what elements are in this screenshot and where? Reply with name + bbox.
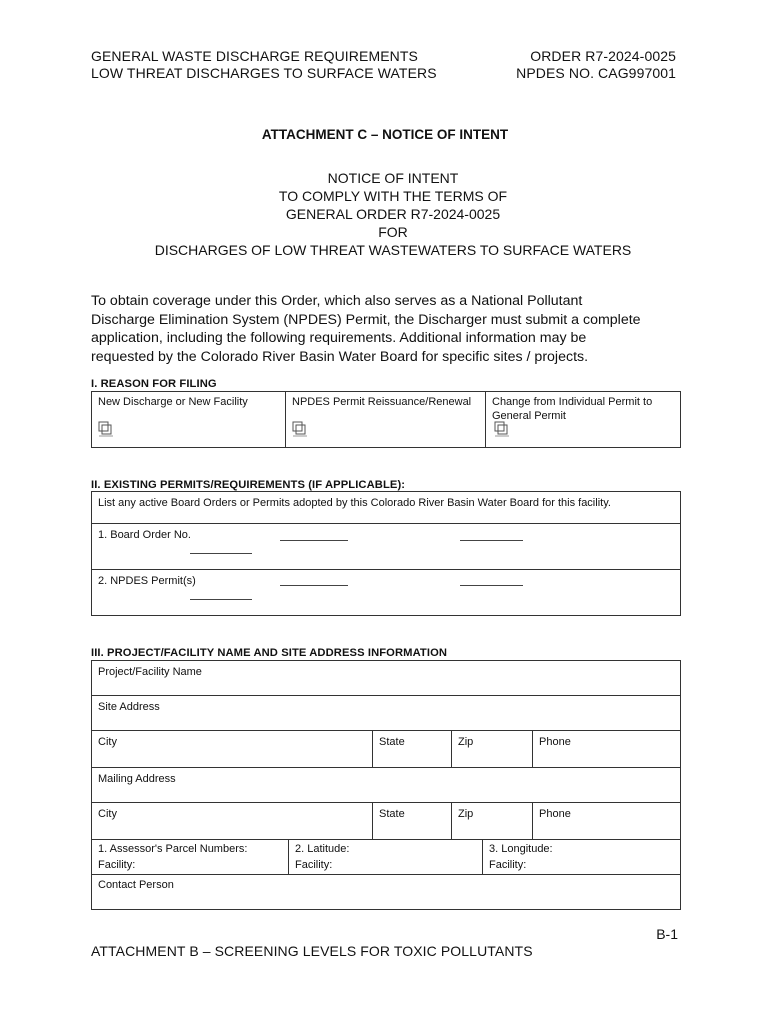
board-order-field-2[interactable]: [460, 540, 523, 541]
site-address-label: Site Address: [98, 701, 160, 713]
intro-line: To obtain coverage under this Order, which also serves as a National Pollutant: [91, 293, 583, 309]
latitude-label: 2. Latitude:: [295, 843, 350, 855]
section3-heading: III. PROJECT/FACILITY NAME AND SITE ADDRESS INFORMATION: [91, 647, 448, 659]
header-right: [516, 48, 676, 82]
intro-line: application, including the following requirements. Additional information may be: [91, 330, 587, 346]
npdes-permit-field-2[interactable]: [460, 585, 523, 586]
parcel-facility-label: Facility:: [98, 859, 136, 871]
parcel-label: 1. Assessor's Parcel Numbers:: [98, 843, 248, 855]
section2-heading: II. EXISTING PERMITS/REQUIREMENTS (IF APPLICABLE):: [91, 479, 406, 491]
option-new-discharge-label: New Discharge or New Facility: [98, 396, 248, 408]
notice-line: DISCHARGES OF LOW THREAT WASTEWATERS TO SURFACE WATERS: [154, 242, 632, 258]
mailing-state-label: State: [379, 808, 405, 820]
npdes-permit-label: 2. NPDES Permit(s): [98, 575, 196, 587]
header-left-line2: LOW THREAT DISCHARGES TO SURFACE WATERS: [91, 65, 437, 81]
next-attachment-title: ATTACHMENT B – SCREENING LEVELS FOR TOXIC POLLUTANTS: [91, 943, 533, 959]
mailing-phone-label: Phone: [539, 808, 571, 820]
checkbox-icon[interactable]: [494, 421, 510, 437]
checkbox-icon[interactable]: [292, 421, 308, 437]
contact-person-label: Contact Person: [98, 879, 174, 891]
permits-instruction: List any active Board Orders or Permits adopted by this Colorado River Basin Water Board for this facility.: [98, 497, 611, 509]
header-right-line1: ORDER R7-2024-0025: [530, 48, 676, 64]
city-label: City: [98, 736, 117, 748]
intro-line: requested by the Colorado River Basin Water Board for specific sites / projects.: [91, 348, 589, 365]
notice-line: GENERAL ORDER R7-2024-0025: [285, 206, 501, 222]
npdes-permit-field-3[interactable]: [190, 599, 252, 600]
option-change-permit-label: Change from Individual Permit to General Permit: [492, 396, 653, 422]
npdes-permit-field-1[interactable]: [280, 585, 348, 586]
notice-block: [0, 169, 770, 259]
header-right-line2: NPDES NO. CAG997001: [516, 65, 676, 81]
mailing-zip-label: Zip: [458, 808, 474, 820]
notice-line: FOR: [378, 224, 408, 240]
board-order-field-1[interactable]: [280, 540, 348, 541]
header-left: [91, 48, 437, 82]
facility-info-table: [91, 660, 681, 910]
intro-line: Discharge Elimination System (NPDES) Permit, the Discharger must submit a complete: [91, 311, 641, 328]
header-left-line1: GENERAL WASTE DISCHARGE REQUIREMENTS: [91, 48, 418, 64]
attachment-title: ATTACHMENT C – NOTICE OF INTENT: [261, 127, 509, 142]
mailing-city-label: City: [98, 808, 117, 820]
board-order-label: 1. Board Order No.: [98, 529, 191, 541]
page-number: B-1: [656, 926, 678, 942]
notice-line: NOTICE OF INTENT: [327, 170, 459, 186]
section1-heading: I. REASON FOR FILING: [91, 378, 217, 390]
option-reissuance-label: NPDES Permit Reissuance/Renewal: [292, 396, 472, 408]
longitude-label: 3. Longitude:: [489, 843, 553, 855]
project-name-label: Project/Facility Name: [98, 666, 202, 678]
latitude-facility-label: Facility:: [295, 859, 333, 871]
intro-paragraph: [91, 292, 691, 366]
phone-label: Phone: [539, 736, 571, 748]
checkbox-icon[interactable]: [98, 421, 114, 437]
state-label: State: [379, 736, 405, 748]
zip-label: Zip: [458, 736, 474, 748]
mailing-address-label: Mailing Address: [98, 773, 176, 785]
longitude-facility-label: Facility:: [489, 859, 527, 871]
notice-line: TO COMPLY WITH THE TERMS OF: [278, 188, 508, 204]
board-order-field-3[interactable]: [190, 553, 252, 554]
